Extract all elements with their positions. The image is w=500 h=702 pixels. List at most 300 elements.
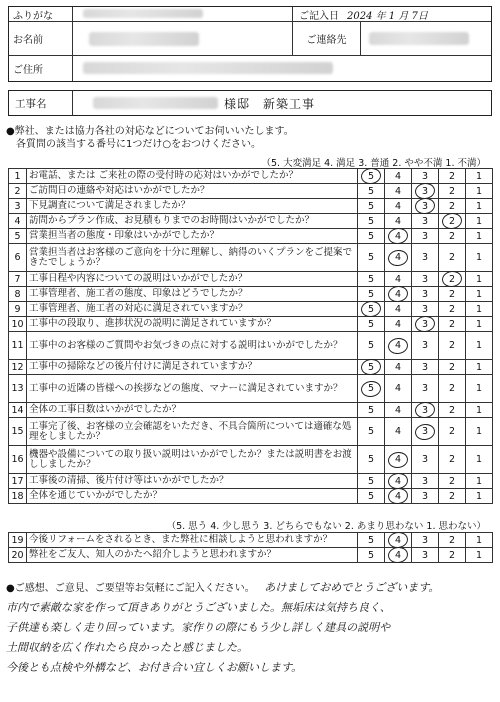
score-option-3[interactable] [412,199,439,214]
score-option-5[interactable] [358,548,385,563]
question-number: 8 [9,287,27,302]
question-text: 全体を通じていかがでしたか？ [27,489,358,504]
score-label: 2 [448,273,456,285]
score-option-4[interactable] [385,533,412,548]
comments-section [6,578,494,678]
question-row [9,317,493,332]
score-option-1[interactable] [466,332,493,360]
score-label: 2 [448,200,456,212]
question-text: 工事中の掃除などの後片付けに満足されていますか？ [27,360,358,375]
score-option-3[interactable] [412,375,439,403]
score-option-2[interactable] [439,229,466,244]
question-text: 工事完了後、お客様の立会確認をいただき、不具合箇所については適確な処理をしましたか？ [27,418,358,446]
question-number: 14 [9,403,27,418]
question-text: 今後リフォームをされるとき、また弊社に相談しようと思われますか？ [27,533,358,548]
question-number: 6 [9,244,27,272]
score-label: 2 [448,230,456,242]
score-option-5[interactable] [358,489,385,504]
score-label: 1 [475,318,483,330]
score-label: 1 [475,215,483,227]
question-number: 2 [9,184,27,199]
score-label: 3 [421,303,429,315]
score-label: 3 [421,361,429,373]
score-option-2[interactable] [439,184,466,199]
score-label: 3 [421,273,429,285]
score-label: 3 [421,252,429,263]
name-label: お名前 [9,22,73,55]
question-number: 4 [9,214,27,229]
question-number: 7 [9,272,27,287]
question-text: 弊社をご友人、知人のかたへ紹介しようと思われますか？ [27,548,358,563]
score-label: 3 [421,318,429,330]
score-option-4[interactable] [385,403,412,418]
comment-line-1: 市内で素敵な家を作って頂きありがとうございました。無垢床は気持ち良く、 [6,601,391,614]
score-label: 5 [367,340,375,351]
score-label: 3 [421,215,429,227]
score-label: 2 [448,340,456,351]
question-text: 訪問からプラン作成、お見積もりまでのお時間はいかがでしたか？ [27,214,358,229]
question-number: 5 [9,229,27,244]
score-option-4[interactable] [385,272,412,287]
score-label: 4 [394,490,402,502]
question-number: 15 [9,418,27,446]
score-label: 1 [475,454,483,465]
customer-info-table [8,6,492,82]
score-option-5[interactable] [358,169,385,184]
rating-scale-satisfaction: （5. 大変満足 4. 満足 3. 普通 2. やや不満 1. 不満） [261,158,486,169]
score-option-4[interactable] [385,229,412,244]
score-label: 1 [475,252,483,263]
score-label: 4 [394,426,402,437]
question-text: 工事日程や内容についての説明はいかがでしたか？ [27,272,358,287]
score-label: 3 [421,454,429,465]
score-option-1[interactable] [466,199,493,214]
score-option-1[interactable] [466,317,493,332]
score-option-2[interactable] [439,548,466,563]
score-label: 2 [448,185,456,197]
question-text: 営業担当者はお客様のご意向を十分に理解し、納得のいくプランをご提案できたでしょうか？ [27,244,358,272]
score-label: 1 [475,361,483,373]
score-label: 3 [421,383,429,394]
question-text: 工事中のお客様のご質問やお気づきの点に対する説明はいかがでしたか？ [27,332,358,360]
score-option-5[interactable] [358,287,385,302]
score-label: 1 [475,340,483,351]
question-row [9,474,493,489]
score-option-5[interactable] [358,375,385,403]
score-label: 3 [421,549,429,561]
score-option-3[interactable] [412,533,439,548]
question-number: 13 [9,375,27,403]
question-text: 工事管理者、施工者の態度、印象はどうでしたか？ [27,287,358,302]
score-label: 1 [475,490,483,502]
score-option-4[interactable] [385,548,412,563]
score-label: 5 [367,170,375,182]
score-option-4[interactable] [385,287,412,302]
contact-redacted [369,32,469,45]
score-label: 4 [394,549,402,561]
score-option-4[interactable] [385,446,412,474]
selected-circle-mark [387,450,409,469]
score-option-3[interactable] [412,214,439,229]
score-option-4[interactable] [385,244,412,272]
score-option-2[interactable] [439,199,466,214]
score-label: 3 [421,288,429,300]
score-option-1[interactable] [466,287,493,302]
score-option-5[interactable] [358,474,385,489]
score-label: 5 [367,475,375,487]
score-label: 1 [475,200,483,212]
score-label: 2 [448,534,456,546]
score-option-1[interactable] [466,489,493,504]
selected-circle-mark [387,248,409,267]
score-label: 4 [394,215,402,227]
score-label: 5 [367,230,375,242]
score-label: 1 [475,230,483,242]
question-number: 20 [9,548,27,563]
construction-name-suffix: 様邸 新築工事 [224,96,316,111]
score-option-2[interactable] [439,446,466,474]
score-label: 5 [367,426,375,437]
score-label: 3 [421,185,429,197]
score-option-3[interactable] [412,272,439,287]
score-option-2[interactable] [439,272,466,287]
score-option-5[interactable] [358,302,385,317]
score-option-1[interactable] [466,214,493,229]
score-label: 5 [367,303,375,315]
question-row [9,184,493,199]
score-label: 5 [367,215,375,227]
question-row [9,214,493,229]
score-option-2[interactable] [439,403,466,418]
score-option-4[interactable] [385,474,412,489]
score-option-1[interactable] [466,244,493,272]
question-text: 下見調査について満足されましたか？ [27,199,358,214]
question-number: 16 [9,446,27,474]
score-option-2[interactable] [439,332,466,360]
score-label: 1 [475,475,483,487]
score-label: 2 [448,454,456,465]
score-label: 1 [475,303,483,315]
question-number: 10 [9,317,27,332]
score-option-1[interactable] [466,403,493,418]
question-row [9,418,493,446]
score-option-4[interactable] [385,418,412,446]
score-option-1[interactable] [466,446,493,474]
score-label: 2 [448,490,456,502]
satisfaction-question-table [8,168,493,504]
score-option-3[interactable] [412,360,439,375]
question-row [9,229,493,244]
question-number: 18 [9,489,27,504]
score-option-4[interactable] [385,360,412,375]
score-label: 2 [448,549,456,561]
score-label: 3 [421,340,429,351]
score-label: 5 [367,383,375,394]
selected-circle-mark [387,546,409,565]
question-row [9,533,493,548]
score-option-5[interactable] [358,403,385,418]
score-option-1[interactable] [466,375,493,403]
score-label: 2 [448,404,456,416]
score-option-4[interactable] [385,184,412,199]
score-option-3[interactable] [412,229,439,244]
score-option-3[interactable] [412,332,439,360]
question-text: 工事中の近隣の皆様への挨拶などの態度、マナーに満足されていますか？ [27,375,358,403]
survey-intro [6,125,294,151]
question-text: お電話、または ご来社の際の受付時の応対はいかがでしたか？ [27,169,358,184]
date-label: ご記入日 [299,10,339,22]
question-number: 11 [9,332,27,360]
score-label: 5 [367,318,375,330]
score-label: 1 [475,534,483,546]
score-option-4[interactable] [385,169,412,184]
score-label: 5 [367,200,375,212]
score-option-3[interactable] [412,317,439,332]
score-label: 4 [394,303,402,315]
score-option-4[interactable] [385,302,412,317]
score-option-2[interactable] [439,533,466,548]
score-option-3[interactable] [412,489,439,504]
recommendation-question-table [8,532,493,563]
comment-line-3: 土間収納を広く作れたら良かったと感じました。 [6,641,248,654]
score-option-3[interactable] [412,302,439,317]
score-label: 4 [394,185,402,197]
score-option-1[interactable] [466,548,493,563]
intro-line-1: ●弊社、または協力各社の対応などについてお伺いいたします。 [6,126,294,137]
score-label: 3 [421,230,429,242]
name-redacted [89,32,199,46]
score-option-5[interactable] [358,184,385,199]
question-number: 9 [9,302,27,317]
question-row [9,244,493,272]
score-option-3[interactable] [412,184,439,199]
score-option-2[interactable] [439,489,466,504]
construction-name-label: 工事名 [9,91,73,115]
score-label: 3 [421,170,429,182]
selected-circle-mark [387,487,409,506]
question-row [9,548,493,563]
score-option-1[interactable] [466,418,493,446]
construction-name-redacted [93,97,218,109]
score-option-1[interactable] [466,229,493,244]
score-label: 3 [421,404,429,416]
score-label: 2 [448,170,456,182]
question-row [9,287,493,302]
question-text: 工事後の清掃、後片付け等はいかがでしたか？ [27,474,358,489]
score-label: 3 [421,490,429,502]
score-option-5[interactable] [358,360,385,375]
score-label: 2 [448,475,456,487]
score-option-2[interactable] [439,169,466,184]
score-option-5[interactable] [358,272,385,287]
furigana-redacted [83,9,203,18]
score-label: 5 [367,490,375,502]
date-value: 2024 年 1 月 7日 [347,10,428,22]
rating-scale-agreement: （5. 思う 4. 少し思う 3. どちらでもない 2. あまり思わない 1. 思わない） [166,521,486,532]
question-number: 17 [9,474,27,489]
address-row [9,56,491,81]
score-label: 1 [475,426,483,437]
score-label: 1 [475,273,483,285]
question-number: 1 [9,169,27,184]
score-label: 5 [367,273,375,285]
address-redacted [83,62,333,74]
score-label: 5 [367,534,375,546]
score-label: 2 [448,288,456,300]
score-label: 2 [448,426,456,437]
score-label: 3 [421,426,429,437]
question-row [9,489,493,504]
score-option-1[interactable] [466,474,493,489]
score-option-5[interactable] [358,214,385,229]
score-label: 3 [421,534,429,546]
score-label: 4 [394,534,402,546]
question-row [9,199,493,214]
score-label: 5 [367,404,375,416]
score-option-2[interactable] [439,418,466,446]
score-label: 4 [394,170,402,182]
comment-greeting: あけましておめでとうございます。 [264,581,440,594]
score-option-1[interactable] [466,169,493,184]
score-label: 2 [448,383,456,394]
score-option-4[interactable] [385,489,412,504]
score-option-3[interactable] [412,244,439,272]
score-label: 4 [394,404,402,416]
score-label: 4 [394,383,402,394]
score-option-3[interactable] [412,418,439,446]
question-text: 全体の工事日数はいかがでしたか？ [27,403,358,418]
score-label: 1 [475,549,483,561]
score-label: 5 [367,252,375,263]
score-option-2[interactable] [439,375,466,403]
score-label: 4 [394,230,402,242]
selected-circle-mark [387,336,409,355]
score-option-3[interactable] [412,287,439,302]
score-option-4[interactable] [385,317,412,332]
question-text: 工事管理者、施工者の対応に満足されていますか？ [27,302,358,317]
score-option-1[interactable] [466,533,493,548]
score-option-4[interactable] [385,332,412,360]
question-text: 営業担当者の態度・印象はいかがでしたか？ [27,229,358,244]
name-row [9,22,491,56]
score-option-2[interactable] [439,360,466,375]
question-text: ご訪問日の連絡や対応はいかがでしたか？ [27,184,358,199]
score-option-5[interactable] [358,244,385,272]
question-text: 機器や設備についての取り扱い説明はいかがでしたか？または説明書をお渡ししましたか？ [27,446,358,474]
score-label: 2 [448,318,456,330]
score-label: 4 [394,340,402,351]
intro-line-2: 各質問の該当する番号に1つだけ○をおつけください。 [16,139,261,150]
score-option-1[interactable] [466,272,493,287]
score-option-5[interactable] [358,332,385,360]
score-option-3[interactable] [412,403,439,418]
comment-line-0 [6,578,494,598]
question-row [9,332,493,360]
score-label: 1 [475,404,483,416]
score-option-5[interactable] [358,229,385,244]
score-label: 3 [421,200,429,212]
score-label: 5 [367,185,375,197]
score-label: 4 [394,288,402,300]
question-row [9,375,493,403]
question-number: 3 [9,199,27,214]
comment-line-2: 子供達も楽しく走り回っています。家作りの際にもう少し詳しく建具の説明や [6,621,391,634]
selected-circle-mark [360,379,382,398]
question-number: 19 [9,533,27,548]
score-option-3[interactable] [412,169,439,184]
score-option-5[interactable] [358,317,385,332]
score-label: 4 [394,361,402,373]
score-option-1[interactable] [466,302,493,317]
selected-circle-mark [414,422,436,441]
score-label: 5 [367,288,375,300]
score-option-3[interactable] [412,548,439,563]
score-label: 4 [394,475,402,487]
score-option-2[interactable] [439,214,466,229]
question-row [9,169,493,184]
question-number: 12 [9,360,27,375]
score-label: 2 [448,361,456,373]
score-option-5[interactable] [358,418,385,446]
score-label: 3 [421,475,429,487]
score-label: 4 [394,454,402,465]
comment-line-4: 今後とも点検や外構など、お付き合い宜しくお願いします。 [6,661,303,674]
score-label: 1 [475,288,483,300]
score-label: 2 [448,215,456,227]
question-row [9,403,493,418]
score-label: 1 [475,185,483,197]
score-label: 1 [475,170,483,182]
furigana-label: ふりがな [9,7,73,21]
score-option-1[interactable] [466,184,493,199]
question-row [9,446,493,474]
comments-prompt: ●ご感想、ご意見、ご要望等お気軽にご記入ください。 [6,583,255,594]
question-row [9,272,493,287]
score-label: 5 [367,361,375,373]
score-option-2[interactable] [439,302,466,317]
score-label: 1 [475,383,483,394]
question-row [9,360,493,375]
score-option-2[interactable] [439,287,466,302]
score-option-5[interactable] [358,533,385,548]
score-label: 4 [394,200,402,212]
score-option-3[interactable] [412,446,439,474]
score-option-4[interactable] [385,214,412,229]
score-label: 4 [394,318,402,330]
score-label: 2 [448,303,456,315]
score-label: 4 [394,273,402,285]
score-label: 5 [367,454,375,465]
question-row [9,302,493,317]
construction-name-box [8,90,492,116]
score-label: 5 [367,549,375,561]
score-option-2[interactable] [439,244,466,272]
score-label: 4 [394,252,402,263]
address-label: ご住所 [9,56,73,81]
score-option-3[interactable] [412,474,439,489]
score-option-1[interactable] [466,360,493,375]
score-option-2[interactable] [439,317,466,332]
score-label: 2 [448,252,456,263]
score-option-4[interactable] [385,199,412,214]
score-option-5[interactable] [358,446,385,474]
score-option-2[interactable] [439,474,466,489]
score-option-5[interactable] [358,199,385,214]
score-option-4[interactable] [385,375,412,403]
contact-label: ご連絡先 [293,22,361,55]
furigana-row [9,7,491,22]
question-text: 工事中の段取り、進捗状況の説明に満足されていますか？ [27,317,358,332]
